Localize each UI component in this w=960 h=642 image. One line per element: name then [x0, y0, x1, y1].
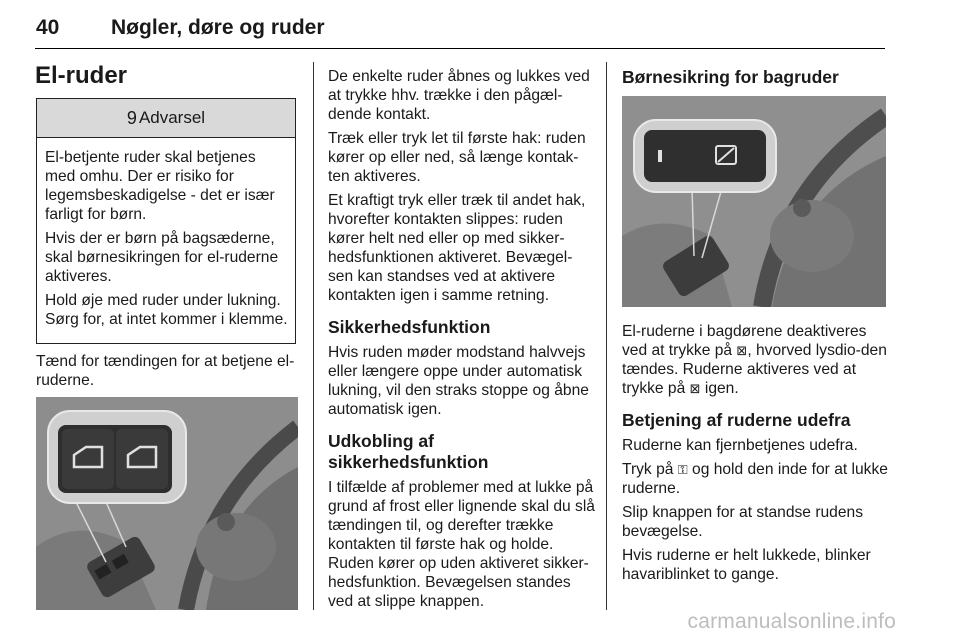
warning-box	[36, 98, 296, 344]
section-title: El-ruder	[35, 62, 128, 89]
child-lock-text-part: El-ruderne i bagdørene deaktiveres ved at trykke på	[622, 323, 867, 359]
child-lock-text-part: igen.	[700, 380, 739, 397]
column-3-lower	[622, 322, 888, 584]
safety-text: Hvis ruden møder modstand halvvejs eller længere oppe under automatisk lukning, vil den straks stoppe og åbne automatisk igen.	[328, 344, 589, 418]
remote-heading: Betjening af ruderne udefra	[622, 410, 851, 430]
warning-paragraph: Hvis der er børn på bagsæderne, skal børnesikringen for el-ruderne aktiveres.	[45, 230, 279, 285]
operation-paragraph: De enkelte ruder åbnes og lukkes ved at trykke hhv. trække i den pågæl-dende kontakt.	[328, 68, 590, 123]
press-text-part: og hold den inde for at lukke ruderne.	[622, 461, 888, 497]
child-lock-text	[622, 322, 888, 398]
closed-text: Hvis ruderne er helt lukkede, blinker havariblinket to gange.	[622, 547, 871, 583]
window-switch-illustration	[36, 397, 298, 610]
page-number: 40	[36, 16, 60, 39]
warning-heading: Advarsel	[138, 108, 206, 127]
child-lock-photo	[622, 96, 886, 307]
safety-heading: Sikkerhedsfunktion	[328, 317, 491, 337]
child-lock-illustration	[622, 96, 886, 307]
operation-paragraph: Et kraftigt tryk eller træk til andet hak, hvorefter kontakten slippes: ruden kører helt ned eller op med sikker-hedsfunktionen aktiveret. Bevægel-sen kan standses ved at aktivere kontakten igen i samme retning.	[328, 192, 586, 304]
child-lock-window-icon: ⊠	[736, 343, 748, 358]
lock-key-icon: ⚿	[677, 462, 688, 477]
ignition-text: Tænd for tændingen for at betjene el-ruderne.	[36, 353, 295, 389]
disable-safety-text: I tilfælde af problemer med at lukke på grund af frost eller lignende skal du slå tændingen til, og derefter trække kontakten til første hak og holde. Ruden kører op uden aktiveret sikker-hedsfunktion. Bevægelsen standes ved at slippe knappen.	[328, 479, 595, 610]
warning-body	[37, 138, 295, 329]
column-3	[622, 67, 888, 96]
warning-triangle-icon: 9	[126, 107, 137, 128]
column-2	[328, 67, 596, 611]
remote-text: Ruderne kan fjernbetjenes udefra.	[622, 437, 858, 454]
chapter-title: Nøgler, døre og ruder	[111, 16, 325, 39]
child-lock-heading: Børnesikring for bagruder	[622, 67, 839, 87]
operation-paragraph: Træk eller tryk let til første hak: ruden kører op eller ned, så længe kontak-ten aktiveres.	[328, 130, 586, 185]
warning-header	[37, 99, 295, 138]
disable-safety-heading: Udkobling af sikkerhedsfunktion	[328, 431, 489, 472]
child-lock-text-part: , hvorved lysdio-den tændes. Ruderne aktiveres ved at trykke på	[622, 342, 887, 397]
window-switch-photo	[36, 397, 298, 610]
warning-paragraph: El-betjente ruder skal betjenes med omhu. Der er risiko for legemsbeskadigelse - det er især farligt for børn.	[45, 149, 275, 223]
header-rule	[35, 48, 885, 49]
child-lock-window-icon: ⊠	[689, 381, 701, 396]
column-divider	[313, 62, 314, 610]
press-text	[622, 460, 888, 498]
warning-paragraph: Hold øje med ruder under lukning. Sørg for, at intet kommer i klemme.	[45, 292, 288, 328]
press-text-part: Tryk på	[622, 461, 674, 478]
column-divider	[606, 62, 607, 610]
footer-watermark: carmanualsonline.info	[687, 610, 896, 633]
release-text: Slip knappen for at standse rudens bevægelse.	[622, 504, 863, 540]
